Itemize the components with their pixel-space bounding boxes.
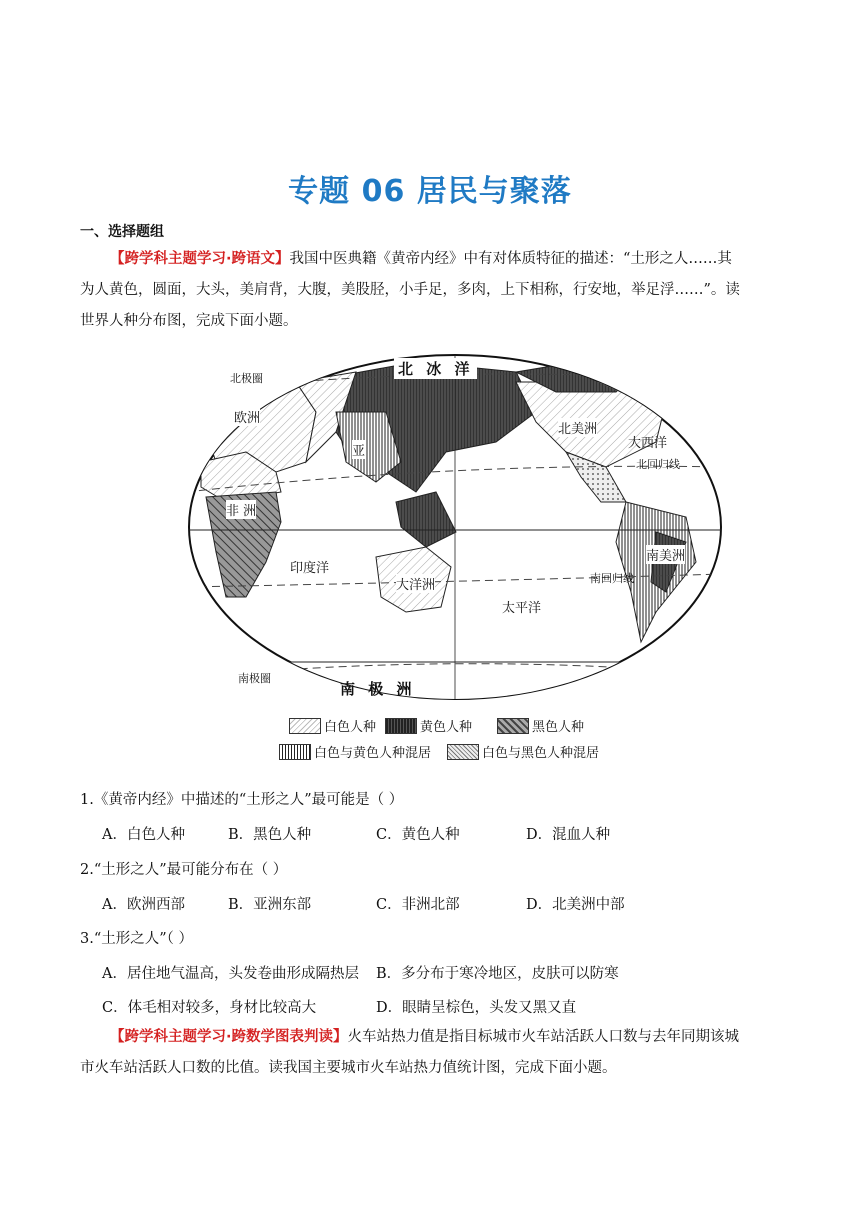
question-2: 2.“土形之人”最可能分布在（ ） [80, 862, 288, 878]
label-arctic-ocean: 北 冰 洋 [394, 358, 477, 379]
label-tropic-of-cancer: 北回归线 [636, 458, 680, 471]
legend-swatch-white-yellow [279, 744, 311, 760]
q1-option-d[interactable]: D．混血人种 [526, 827, 611, 843]
q2-option-c[interactable]: C．非洲北部 [376, 897, 460, 913]
world-race-map [186, 352, 724, 702]
q1-option-a[interactable]: A．白色人种 [102, 827, 185, 843]
intro-text-line1: 我国中医典籍《黄帝内经》中有对体质特征的描述：“土形之人……其 [289, 251, 732, 267]
intro-tag: 【跨学科主题学习·跨语文】 [110, 251, 290, 267]
legend-white: 白色人种 [289, 716, 376, 735]
label-north-america: 北美洲 [558, 418, 597, 437]
page-title: 专题 06 居民与聚落 [288, 174, 572, 209]
label-tropic-of-capricorn: 南回归线 [590, 572, 634, 585]
label-antarctic-circle: 南极圈 [238, 672, 271, 685]
legend-swatch-black [497, 718, 529, 734]
legend-white-black: 白色与黑色人种混居 [447, 742, 599, 761]
q1-option-c[interactable]: C．黄色人种 [376, 827, 460, 843]
question-3: 3.“土形之人”（ ） [80, 931, 194, 947]
label-africa: 非 洲 [226, 500, 256, 519]
label-asia: 亚 [352, 440, 365, 459]
label-indian-ocean: 印度洋 [290, 561, 330, 576]
label-south-america: 南美洲 [646, 545, 685, 564]
q1-option-b[interactable]: B．黑色人种 [228, 827, 312, 843]
intro2-tag: 【跨学科主题学习·跨数学图表判读】 [110, 1029, 348, 1045]
label-arctic-circle: 北极圈 [230, 372, 263, 385]
legend-swatch-yellow [385, 718, 417, 734]
label-antarctica: 南 极 洲 [340, 680, 416, 698]
intro-paragraph-1 [80, 244, 780, 337]
section-heading: 一、选择题组 [80, 224, 164, 240]
map-graphic [186, 352, 724, 702]
q3-option-d[interactable]: D．眼睛呈棕色，头发又黑又直 [376, 1000, 577, 1016]
question-1: 1.《黄帝内经》中描述的“土形之人”最可能是（ ） [80, 792, 404, 808]
legend-swatch-white [289, 718, 321, 734]
q3-option-b[interactable]: B．多分布于寒冷地区，皮肤可以防寒 [376, 966, 619, 982]
label-oceania: 大洋洲 [396, 574, 435, 593]
label-europe: 欧洲 [234, 407, 260, 426]
q2-option-a[interactable]: A．欧洲西部 [102, 897, 185, 913]
intro2-text-line1: 火车站热力值是指目标城市火车站活跃人口数与去年同期该城 [347, 1029, 740, 1045]
intro-text-line3: 世界人种分布图，完成下面小题。 [80, 313, 298, 329]
q2-option-b[interactable]: B．亚洲东部 [228, 897, 312, 913]
label-pacific: 太平洋 [502, 601, 542, 616]
intro2-text-line2: 市火车站活跃人口数的比值。读我国主要城市火车站热力值统计图，完成下面小题。 [80, 1060, 617, 1076]
q3-option-a[interactable]: A．居住地气温高，头发卷曲形成隔热层 [102, 966, 359, 982]
legend-white-yellow: 白色与黄色人种混居 [279, 742, 431, 761]
intro-text-line2: 为人黄色，圆面，大头，美肩背，大腹，美股胫，小手足，多肉，上下相称，行安地，举足浮……”。读 [80, 282, 740, 298]
legend-yellow: 黄色人种 [385, 716, 472, 735]
legend-swatch-white-black [447, 744, 479, 760]
legend-black: 黑色人种 [497, 716, 584, 735]
q3-option-c[interactable]: C．体毛相对较多，身材比较高大 [102, 1000, 317, 1016]
label-atlantic: 大西洋 [628, 436, 668, 451]
map-legend [275, 712, 615, 762]
q2-option-d[interactable]: D．北美洲中部 [526, 897, 625, 913]
intro-paragraph-2 [80, 1022, 780, 1084]
